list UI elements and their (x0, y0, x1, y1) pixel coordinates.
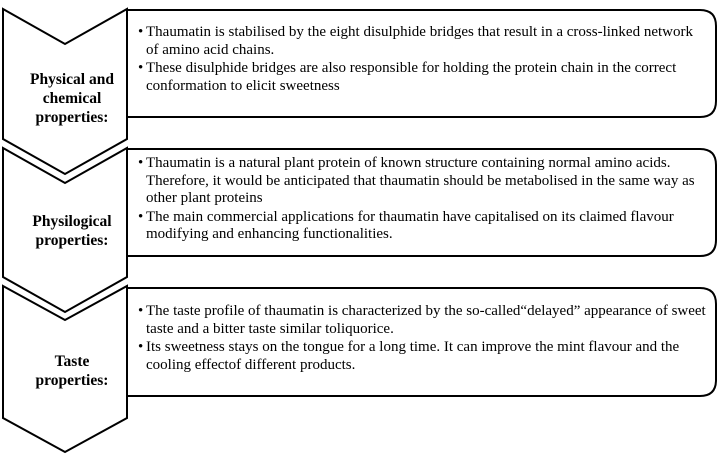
text-physical-chemical (138, 24, 708, 96)
label-physical-chemical (14, 70, 130, 127)
label-line: chemical (42, 90, 102, 107)
label-line: Taste (54, 353, 90, 370)
text-physiological (138, 155, 708, 245)
label-taste (14, 352, 130, 390)
label-physiological (14, 212, 130, 250)
bullet-item: • Thaumatin is stabilised by the eight disulphide bridges that result in a cross-linked network of amino acid chains. (138, 24, 708, 59)
bullet-item: • The taste profile of thaumatin is characterized by the so-called“delayed” appearance of sweet taste and a bitter taste similar toliquorice. (138, 303, 708, 338)
label-line: properties: (35, 372, 109, 389)
bullet-item: • The main commercial applications for thaumatin have capitalised on its claimed flavour modifying and enhancing functionalities. (138, 209, 708, 244)
label-line: Physilogical (32, 213, 112, 230)
label-line: Physical and (30, 71, 114, 88)
bullet-item: • These disulphide bridges are also responsible for holding the protein chain in the correct conformation to elicit sweetness (138, 60, 708, 95)
label-line: properties: (35, 109, 109, 126)
bullet-item: • Thaumatin is a natural plant protein of known structure containing normal amino acids. Therefore, it would be anticipated that thaumatin should be metabolised in the same way as other plant proteins (138, 155, 708, 208)
bullet-item: • Its sweetness stays on the tongue for a long time. It can improve the mint flavour and the cooling effectof different products. (138, 339, 708, 374)
text-taste (138, 303, 708, 375)
label-line: properties: (35, 232, 109, 249)
